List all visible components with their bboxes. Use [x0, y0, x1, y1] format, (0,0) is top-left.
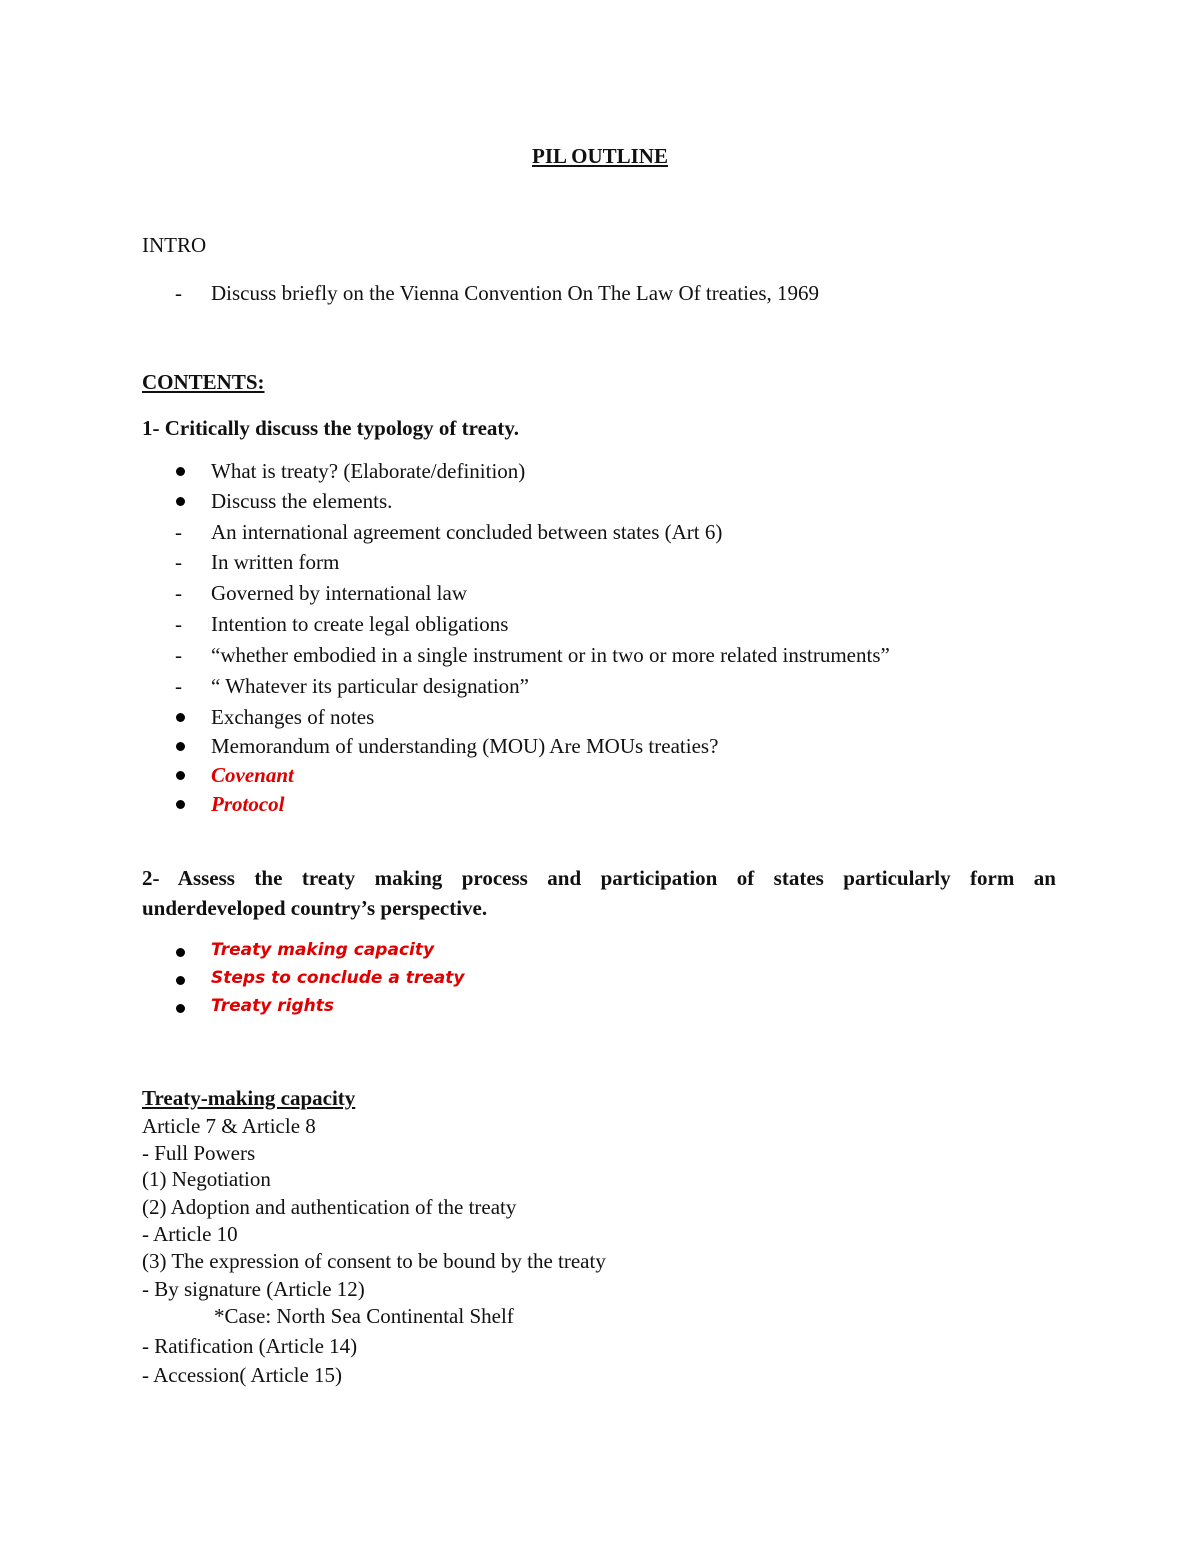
q2-item-treaty-making-capacity: Treaty making capacity	[211, 940, 435, 960]
q1-list-item: Discuss the elements.	[211, 489, 393, 513]
dash-marker: -	[175, 612, 182, 636]
q1-list-item: Intention to create legal obligations	[211, 612, 509, 636]
q1-list-item: Protocol	[211, 792, 285, 816]
capacity-line: Article 7 & Article 8	[142, 1114, 316, 1138]
question-2-heading-line-1: 2- Assess the treaty making process and participation of states particularly form an	[142, 866, 1056, 890]
bullet-icon	[176, 1004, 185, 1013]
dash-marker: -	[175, 520, 182, 544]
capacity-line: (1) Negotiation	[142, 1167, 271, 1191]
q1-list-item: An international agreement concluded between states (Art 6)	[211, 520, 723, 544]
bullet-icon	[176, 948, 185, 957]
bullet-icon	[176, 497, 185, 506]
q1-list-item: In written form	[211, 550, 340, 574]
bullet-icon	[176, 771, 185, 780]
bullet-icon	[176, 467, 185, 476]
document-title: PIL OUTLINE	[532, 144, 668, 168]
capacity-line: - Article 10	[142, 1222, 238, 1246]
intro-dash-marker: -	[175, 281, 182, 305]
dash-marker: -	[175, 643, 182, 667]
case-line: *Case: North Sea Continental Shelf	[214, 1304, 514, 1328]
intro-item: Discuss briefly on the Vienna Convention On The Law Of treaties, 1969	[211, 281, 820, 305]
capacity-line: - Accession( Article 15)	[142, 1363, 343, 1387]
dash-marker: -	[175, 550, 182, 574]
q2-item-treaty-rights: Treaty rights	[211, 996, 334, 1016]
capacity-line: - Full Powers	[142, 1141, 256, 1165]
q1-list-item: “whether embodied in a single instrument or in two or more related instruments”	[211, 643, 890, 667]
capacity-line: - Ratification (Article 14)	[142, 1334, 358, 1358]
q2-item-steps-to-conclude: Steps to conclude a treaty	[211, 968, 465, 988]
bullet-icon	[176, 800, 185, 809]
bullet-icon	[176, 976, 185, 985]
question-1-heading: 1- Critically discuss the typology of treaty.	[142, 416, 519, 440]
capacity-line: (3) The expression of consent to be bound by the treaty	[142, 1249, 606, 1273]
q1-list-item: Covenant	[211, 763, 294, 787]
dash-marker: -	[175, 581, 182, 605]
capacity-line: - By signature (Article 12)	[142, 1277, 365, 1301]
bullet-icon	[176, 742, 185, 751]
q1-list-item: Exchanges of notes	[211, 705, 375, 729]
bullet-icon	[176, 713, 185, 722]
capacity-heading: Treaty-making capacity	[142, 1086, 356, 1110]
q1-list-item: “ Whatever its particular designation”	[211, 674, 529, 698]
capacity-line: (2) Adoption and authentication of the treaty	[142, 1195, 517, 1219]
q1-list-item: Memorandum of understanding (MOU) Are MOUs treaties?	[211, 734, 719, 758]
contents-heading: CONTENTS:	[142, 370, 265, 394]
q1-list-item: Governed by international law	[211, 581, 467, 605]
q1-list-item: What is treaty? (Elaborate/definition)	[211, 459, 526, 483]
question-2-heading-line-2: underdeveloped country’s perspective.	[142, 896, 488, 920]
intro-heading: INTRO	[142, 233, 207, 257]
dash-marker: -	[175, 674, 182, 698]
